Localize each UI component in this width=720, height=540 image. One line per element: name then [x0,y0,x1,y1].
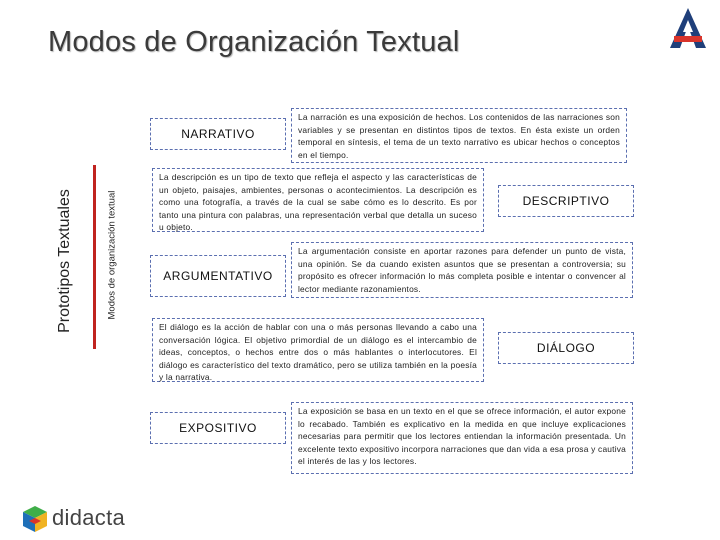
modos-organizacion-label: Modos de organización textual [106,190,118,320]
a-logo-icon [668,6,708,50]
didacta-cube-icon [20,504,50,534]
didacta-brand: didacta [52,505,126,530]
narrativo-label: NARRATIVO [181,127,255,141]
expositivo-label-box [150,412,286,444]
argumentativo-description: La argumentación consiste en aportar razones para defender un punto de vista, una opinión. Se da cuando existen asuntos que se presentan a controversia; su propósito es ofrecer información lo más completa posible e intentar o convencer al lector mediante razonamientos. [291,242,633,298]
dialogo-label: DIÁLOGO [536,341,596,355]
descriptivo-label-box [498,185,634,217]
narrativo-description: La narración es una exposición de hechos. Los contenidos de las narraciones son variables y se presentan en distintos tipos de textos. En ésta existe un orden temporal en síntesis, el tema de un texto narrativo es ubicar hechos o conceptos en el tiempo. [291,108,627,163]
page-title: Modos de Organización Textual [48,26,460,58]
descriptivo-description: La descripción es un tipo de texto que refleja el aspecto y las características de un objeto, paisajes, ambientes, personas o acontecimientos. La descripción es como una fotografía, a través de la cual se sabe cómo es lo descrito. Es por tanto una pintura con palabras, una representación verbal que detalla un suceso u objeto. [152,168,484,232]
argumentativo-label: ARGUMENTATIVO [163,268,273,283]
descriptivo-label: DESCRIPTIVO [522,194,610,208]
accent-bar [93,165,96,349]
argumentativo-label-box [150,255,286,297]
dialogo-label-box [498,332,634,364]
expositivo-description: La exposición se basa en un texto en el que se ofrece información, el autor expone lo recabado. También es explicativo en la medida en que incluye explicaciones necesarias para permitir que los lectores entiendan la información presentada. Un excelente texto expositivo incorpora narraciones que dan vida a esa prosa y cautiva el interés de las y los lectores. [291,402,633,474]
expositivo-label: EXPOSITIVO [179,421,257,435]
narrativo-label-box [150,118,286,150]
prototipos-label: Prototipos Textuales [56,189,73,333]
dialogo-description: El diálogo es la acción de hablar con una o más personas llevando a cabo una conversación lógica. El objetivo primordial de un diálogo es el intercambio de ideas, conceptos, o hechos entre dos o más hablantes o interlocutores. El diálogo es característico del texto dramático, pero se utiliza también en la poesía y la narrativa. [152,318,484,382]
